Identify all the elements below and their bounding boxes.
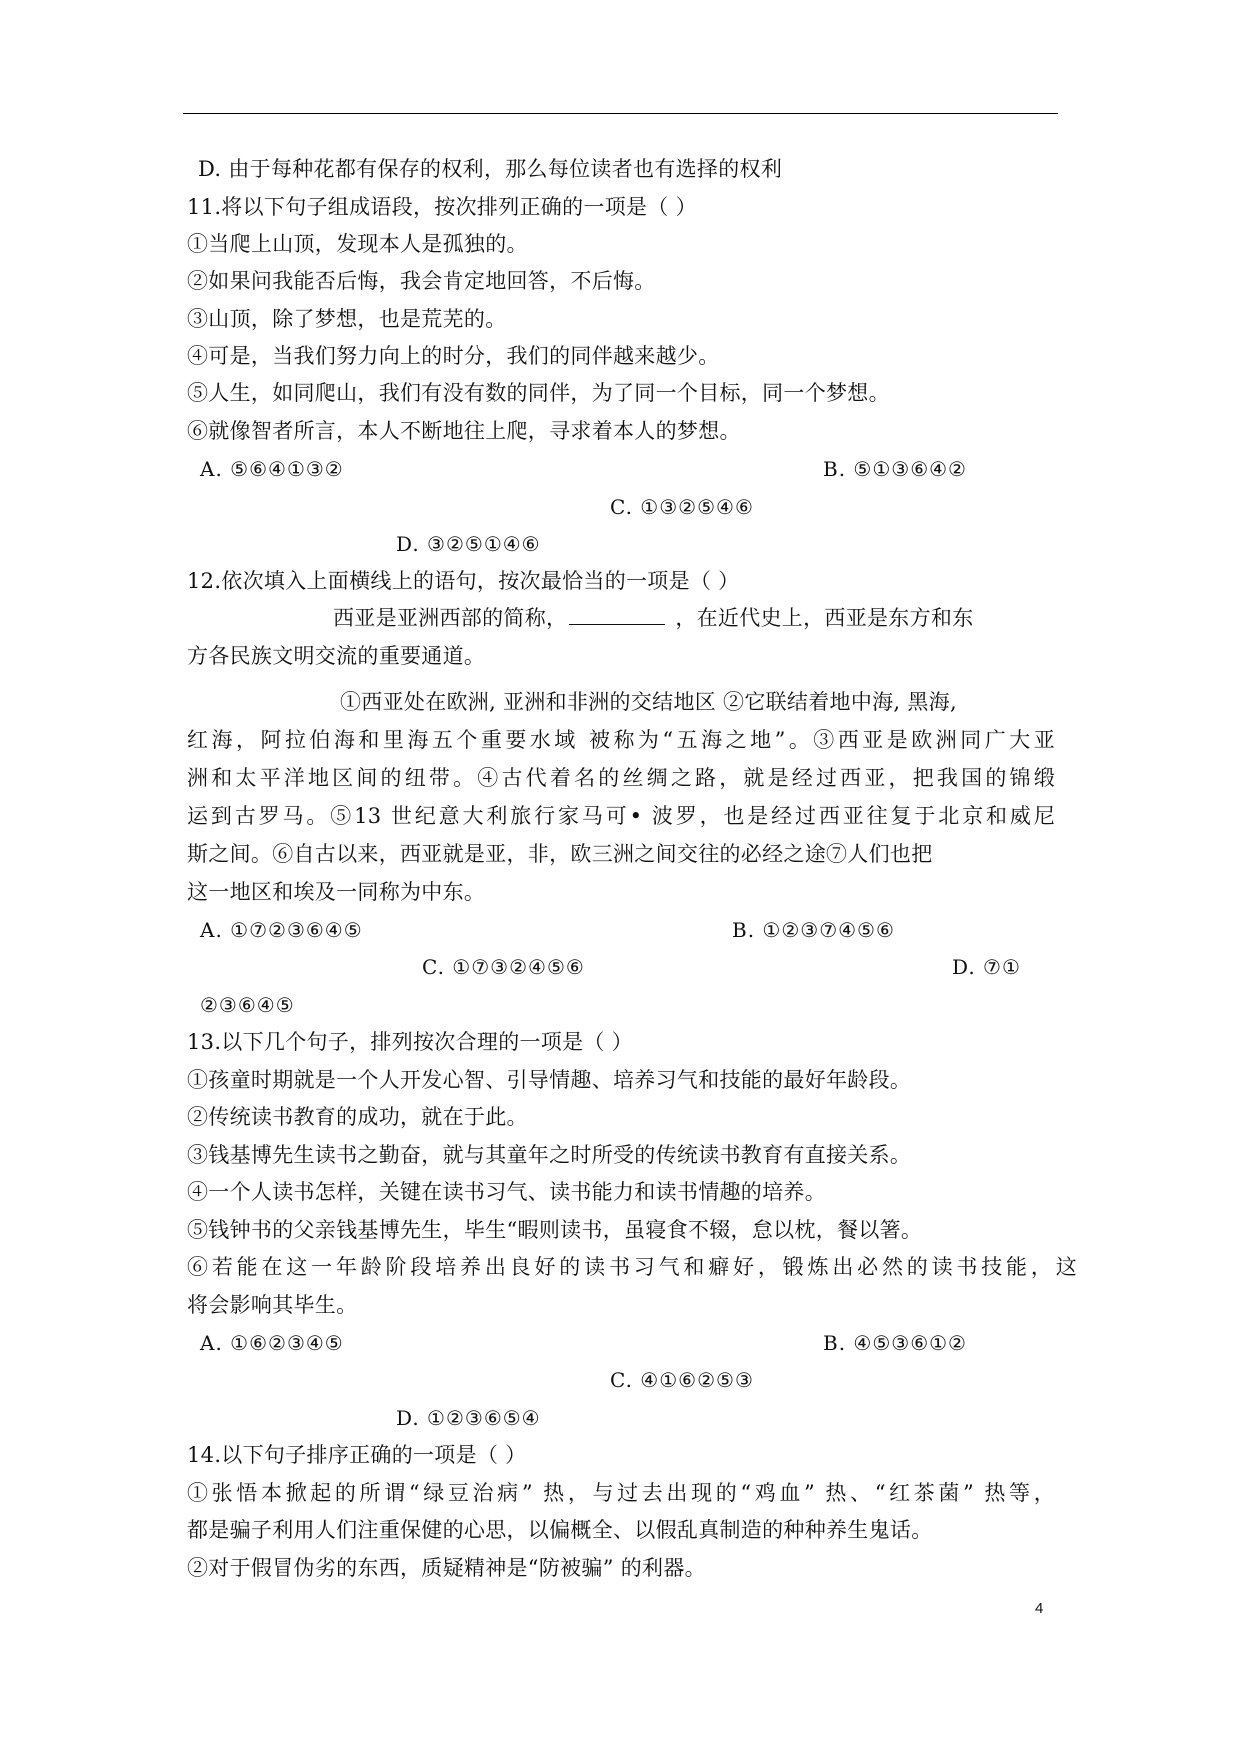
q14-stem: 14.以下句子排序正确的一项是（ ） — [187, 1443, 527, 1467]
q12-fill-blank — [569, 604, 665, 625]
q14-line-3: ②对于假冒伪劣的东西，质疑精神是“防被骗” 的利器。 — [187, 1556, 706, 1580]
q13-stem: 13.以下几个句子，排列按次合理的一项是（ ） — [187, 1030, 633, 1054]
q12-paragraph-line-5: 斯之间。⑥自古以来，西亚就是亚，非，欧三洲之间交往的必经之途⑦人们也把 — [187, 842, 933, 866]
q14-line-2: 都是骗子利用人们注重保健的心思，以偏概全、以假乱真制造的种种养生鬼话。 — [187, 1518, 933, 1542]
q11-item-1: ①当爬上山顶，发现本人是孤独的。 — [187, 232, 528, 256]
q11-option-a: A. ⑤⑥④①③② — [200, 457, 344, 481]
q13-option-a: A. ①⑥②③④⑤ — [200, 1331, 344, 1355]
q11-item-2: ②如果问我能否后悔，我会肯定地回答，不后悔。 — [187, 269, 656, 293]
q12-option-d-continued: ②③⑥④⑤ — [200, 993, 295, 1017]
q12-paragraph-line-1: ①西亚处在欧洲, 亚洲和非洲的交结地区 ②它联结着地中海, 黑海, — [340, 690, 957, 714]
q13-option-d: D. ①②③⑥⑤④ — [396, 1406, 541, 1430]
q12-passage-line-1 — [333, 604, 974, 632]
q13-item-4: ④一个人读书怎样，关键在读书习气、读书能力和读书情趣的培养。 — [187, 1180, 826, 1204]
q13-item-6: ⑥若能在这一年龄阶段培养出良好的读书习气和癖好，锻炼出必然的读书技能，这 — [187, 1255, 1077, 1279]
q12-paragraph-line-3: 洲和太平洋地区间的纽带。④古代着名的丝绸之路，就是经过西亚，把我国的锦缎 — [187, 766, 1055, 790]
q13-item-2: ②传统读书教育的成功，就在于此。 — [187, 1105, 528, 1129]
q11-option-c: C. ①③②⑤④⑥ — [610, 495, 754, 519]
q13-item-3: ③钱基博先生读书之勤奋，就与其童年之时所受的传统读书教育有直接关系。 — [187, 1143, 912, 1167]
q11-option-b: B. ⑤①③⑥④② — [823, 457, 967, 481]
q12-option-d: D. ⑦① — [952, 955, 1021, 979]
q11-option-d: D. ③②⑤①④⑥ — [396, 532, 541, 556]
q13-option-c: C. ④①⑥②⑤③ — [610, 1368, 754, 1392]
q13-option-b: B. ④⑤③⑥①② — [823, 1331, 967, 1355]
q12-paragraph-line-4: 运到古罗马。⑤13 世纪意大利旅行家马可• 波罗，也是经过西亚往复于北京和威尼 — [187, 804, 1055, 828]
q12-paragraph-line-6: 这一地区和埃及一同称为中东。 — [187, 880, 486, 904]
q12-option-c: C. ①⑦③②④⑤⑥ — [422, 955, 585, 979]
q12-passage-line-1-tail: ，在近代史上，西亚是东方和东 — [675, 606, 974, 630]
page-number: 4 — [1035, 1600, 1044, 1617]
q11-item-3: ③山顶，除了梦想，也是荒芜的。 — [187, 307, 507, 331]
q12-passage-line-2: 方各民族文明交流的重要通道。 — [187, 644, 486, 668]
q10-option-d: D. 由于每种花都有保存的权利，那么每位读者也有选择的权利 — [198, 157, 783, 181]
q14-line-1: ①张悟本掀起的所谓“绿豆治病” 热，与过去出现的“鸡血” 热、“红茶菌” 热等， — [187, 1481, 1055, 1505]
q12-option-b: B. ①②③⑦④⑤⑥ — [732, 918, 895, 942]
q13-item-1: ①孩童时期就是一个人开发心智、引导情趣、培养习气和技能的最好年龄段。 — [187, 1068, 912, 1092]
q12-paragraph-line-2: 红海，阿拉伯海和里海五个重要水域 被称为“五海之地”。③西亚是欧洲同广大亚 — [187, 728, 1055, 752]
q12-passage-line-1-head: 西亚是亚洲西部的简称， — [333, 606, 568, 630]
header-rule — [183, 113, 1058, 114]
q12-option-a: A. ①⑦②③⑥④⑤ — [200, 918, 363, 942]
q11-stem: 11.将以下句子组成语段，按次排列正确的一项是（ ） — [187, 195, 697, 219]
q11-item-6: ⑥就像智者所言，本人不断地往上爬，寻求着本人的梦想。 — [187, 419, 741, 443]
q11-item-5: ⑤人生，如同爬山，我们有没有数的同伴，为了同一个目标，同一个梦想。 — [187, 381, 890, 405]
q12-stem: 12.依次填入上面横线上的语句，按次最恰当的一项是（ ） — [187, 569, 740, 593]
q11-item-4: ④可是，当我们努力向上的时分，我们的同伴越来越少。 — [187, 344, 720, 368]
q13-item-6-continued: 将会影响其毕生。 — [187, 1293, 358, 1317]
q13-item-5: ⑤钱钟书的父亲钱基博先生，毕生“暇则读书，虽寝食不辍，怠以枕，餐以箸。 — [187, 1218, 923, 1242]
